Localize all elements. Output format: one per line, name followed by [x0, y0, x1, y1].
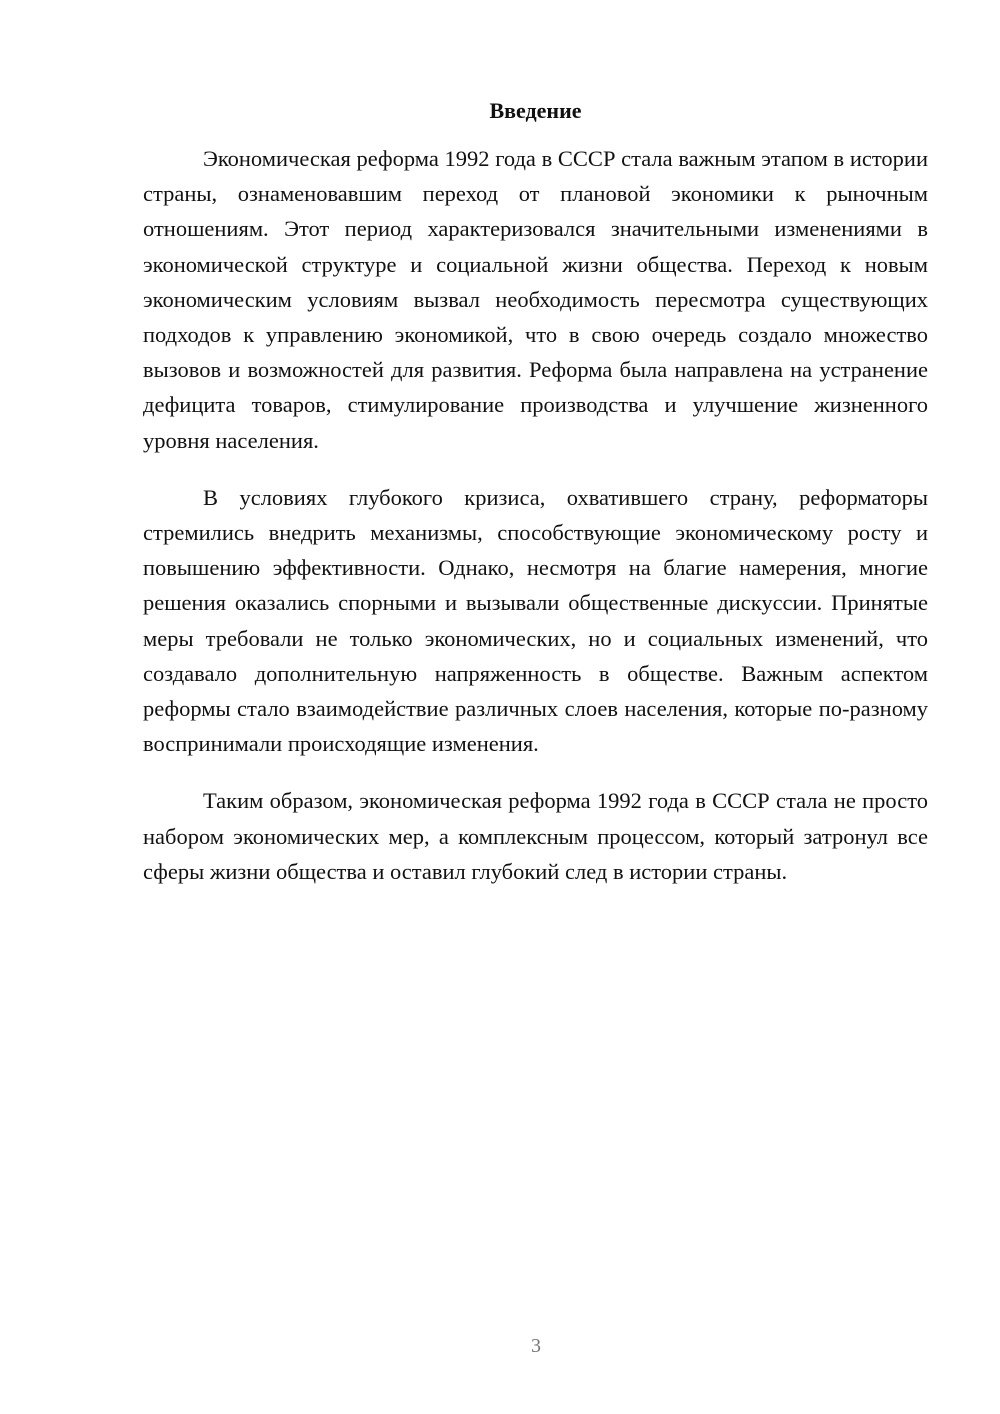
page-number: 3: [531, 1335, 541, 1357]
paragraph-1: Экономическая реформа 1992 года в СССР стала важным этапом в истории страны, ознаменовавшим переход от плановой экономики к рыночным отношениям. Этот период характеризовался значительными изменениями в экономической структуре и социальной жизни общества. Переход к новым экономическим условиям вызвал необходимость пересмотра существующих подходов к управлению экономикой, что в свою очередь создало множество вызовов и возможностей для развития. Реформа была направлена на устранение дефицита товаров, стимулирование производства и улучшение жизненного уровня населения.: [143, 146, 928, 453]
paragraph-2: В условиях глубокого кризиса, охватившего страну, реформаторы стремились внедрить механизмы, способствующие экономическому росту и повышению эффективности. Однако, несмотря на благие намерения, многие решения оказались спорными и вызывали общественные дискуссии. Принятые меры требовали не только экономических, но и социальных изменений, что создавало дополнительную напряженность в обществе. Важным аспектом реформы стало взаимодействие различных слоев населения, которые по-разному воспринимали происходящие изменения.: [143, 484, 928, 757]
paragraph-3: Таким образом, экономическая реформа 1992 года в СССР стала не просто набором экономических мер, а комплексным процессом, который затронул все сферы жизни общества и оставил глубокий след в истории страны.: [143, 788, 928, 884]
body-text: [143, 141, 928, 911]
section-title: Введение: [489, 98, 582, 123]
